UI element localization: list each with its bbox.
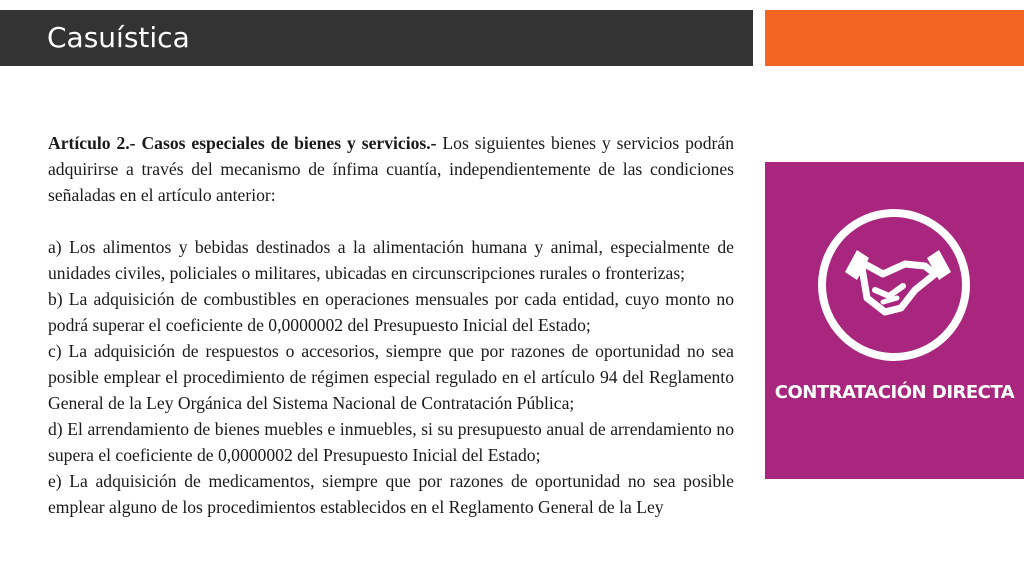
item-e: e) La adquisición de medicamentos, siempre que por razones de oportunidad no sea posible emplear alguno de los procedimientos establecidos en el Reglamento General de la Ley [48,471,734,517]
article-intro [48,130,734,208]
logo-label: CONTRATACIÓN DIRECTA [774,382,1015,403]
article-intro-text: Los siguientes bienes y servicios podrán adquirirse a través del mecanismo de ínfima cuantía, independientemente de las condiciones señaladas en el artículo anterior: [48,133,734,205]
handshake-icon [765,162,1024,479]
slide-title: Casuística [47,21,190,54]
paragraph-gap [48,208,734,234]
accent-block [765,10,1024,66]
article-heading: Artículo 2.- Casos especiales de bienes y servicios.- [48,133,437,153]
item-b: b) La adquisición de combustibles en operaciones mensuales por cada entidad, cuyo monto no podrá superar el coeficiente de 0,0000002 del Presupuesto Inicial del Estado; [48,289,734,335]
document-text [48,130,734,520]
item-c: c) La adquisición de respuestos o accesorios, siempre que por razones de oportunidad no sea posible emplear el procedimiento de régimen especial regulado en el artículo 94 del Reglamento General de la Ley Orgánica del Sistema Nacional de Contratación Pública; [48,341,734,413]
item-a: a) Los alimentos y bebidas destinados a la alimentación humana y animal, especialmente de unidades civiles, policiales o militares, ubicadas en circunscripciones rurales o fronterizas; [48,237,734,283]
item-d: d) El arrendamiento de bienes muebles e inmuebles, si su presupuesto anual de arrendamiento no supera el coeficiente de 0,0000002 del Presupuesto Inicial del Estado; [48,419,734,465]
contratacion-directa-logo [765,162,1024,479]
title-bar [0,10,753,66]
